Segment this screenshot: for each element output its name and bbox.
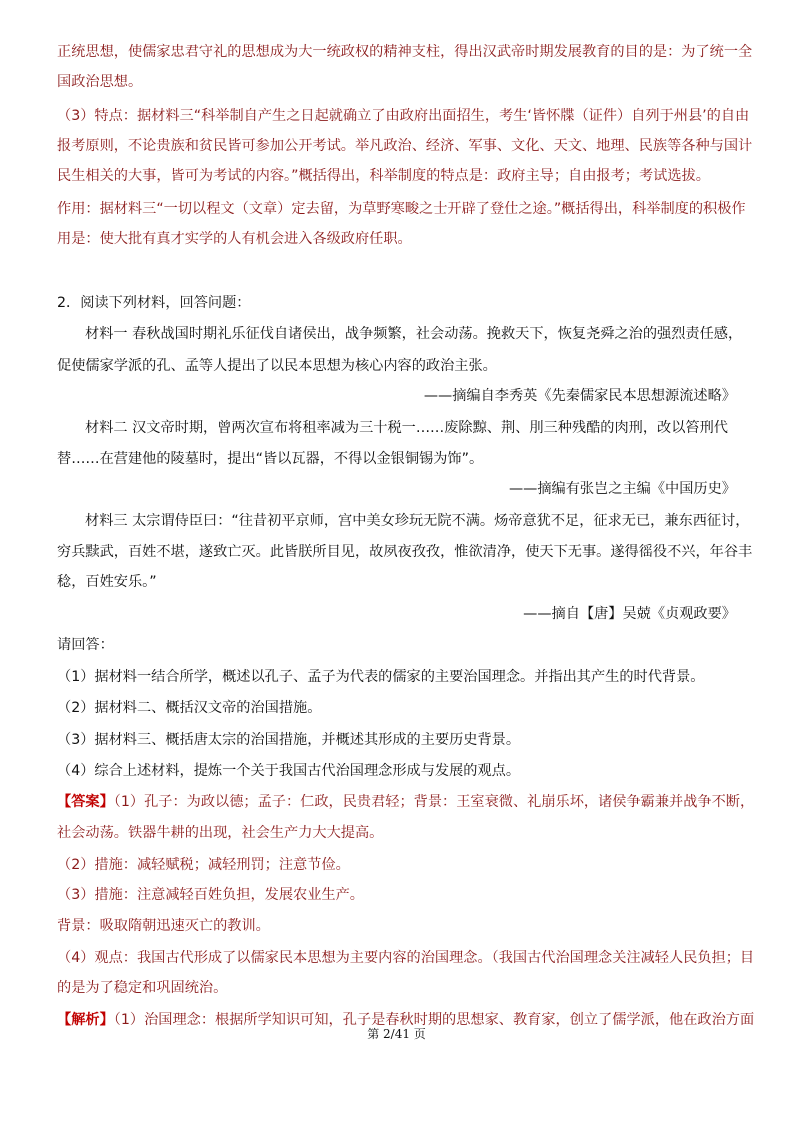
- material-three-line: 材料三 太宗谓侍臣曰：“往昔初平京师，宫中美女珍玩无院不满。炀帝意犹不足，征求无已，兼东西征讨，: [85, 513, 750, 529]
- answer-line: 背景：吸取隋朝迅速灭亡的教训。: [57, 918, 270, 934]
- answer-line: （4）观点：我国古代形成了以儒家民本思想为主要内容的治国理念。（我国古代治国理念关注减轻人民负担；目: [57, 950, 755, 966]
- sub-question: （2）据材料二、概括汉文帝的治国措施。: [57, 700, 322, 716]
- analysis-tag: 【解析】: [57, 1012, 114, 1028]
- answer-tag: 【答案】: [57, 794, 114, 810]
- material-three-line: 穷兵黩武，百姓不堪，遂致亡灭。此皆朕所目见，故夙夜孜孜，惟欲清净，使天下无事。遂得徭役不兴，年谷丰: [57, 544, 753, 560]
- sub-question: （3）据材料三、概括唐太宗的治国措施，并概述其形成的主要历史背景。: [57, 732, 521, 748]
- material-two-source: ——摘编有张岂之主编《中国历史》: [508, 481, 736, 497]
- material-three-source: ——摘自【唐】吴兢《贞观政要》: [523, 606, 736, 622]
- analysis-text: （1）治国理念：根据所学知识可知，孔子是春秋时期的思想家、教育家，创立了儒学派，他在政治方面: [113, 1012, 755, 1028]
- prev-answer-line: 用是：使大批有真才实学的人有机会进入各级政府任职。: [57, 231, 412, 247]
- prev-answer-line: 民生相关的大事，皆可为考试的内容。”概括得出，科举制度的特点是：政府主导；自由报考；考试选拔。: [57, 168, 710, 184]
- sub-question: （1）据材料一结合所学，概述以孔子、孟子为代表的儒家的主要治国理念。并指出其产生的时代背景。: [57, 669, 705, 685]
- question-title: 2．阅读下列材料，回答问题：: [57, 295, 251, 311]
- material-three-line: 稔，百姓安乐。”: [57, 574, 157, 590]
- material-two-line: 替……在营建他的陵墓时，提出“皆以瓦器，不得以金银铜锡为饰”。: [57, 451, 484, 467]
- prev-answer-line: 报考原则，不论贵族和贫民皆可参加公开考试。举凡政治、经济、军事、文化、天文、地理、民族等各种与国计: [57, 138, 753, 154]
- prev-answer-line: （3）特点：据材料三“科举制自产生之日起就确立了由政府出面招生，考生‘皆怀牒（证件）自列于州县’的自由: [57, 108, 750, 124]
- prev-answer-line: 作用：据材料三“一切以程文（文章）定去留，为草野寒畯之士开辟了登仕之途。”概括得出，科举制度的积极作: [57, 201, 746, 217]
- material-two-line: 材料二 汉文帝时期，曾两次宣布将租率减为三十税一……废除黥、荆、刖三种残酷的肉刑，改以笞刑代: [85, 420, 728, 436]
- page-number: 第 2/41 页: [367, 1027, 426, 1041]
- material-one-line: 材料一 春秋战国时期礼乐征伐自诸侯出，战争频繁，社会动荡。挽救天下，恢复尧舜之治的强烈责任感，: [85, 326, 743, 342]
- prev-answer-line: 国政治思想。: [57, 74, 143, 90]
- material-one-line: 促使儒家学派的孔、孟等人提出了以民本思想为核心内容的政治主张。: [57, 358, 497, 374]
- question-prompt: 请回答：: [57, 637, 114, 653]
- answer-line: 的是为了稳定和巩固统治。: [57, 980, 228, 996]
- answer-text: （1）孔子：为政以德；孟子：仁政，民贵君轻；背景：王室衰微、礼崩乐坏，诸侯争霸兼并战争不断，: [113, 794, 755, 810]
- answer-line: （3）措施：注意减轻百姓负担，发展农业生产。: [57, 887, 364, 903]
- sub-question: （4）综合上述材料，提炼一个关于我国古代治国理念形成与发展的观点。: [57, 763, 521, 779]
- prev-answer-line: 正统思想，使儒家忠君守礼的思想成为大一统政权的精神支柱，得出汉武帝时期发展教育的目的是：为了统一全: [57, 44, 753, 60]
- answer-line: [57, 792, 755, 812]
- material-one-source: ——摘编自李秀英《先秦儒家民本思想源流述略》: [423, 388, 736, 404]
- answer-line: （2）措施：减轻赋税；减轻刑罚；注意节俭。: [57, 857, 350, 873]
- answer-line: 社会动荡。铁器牛耕的出现，社会生产力大大提高。: [57, 825, 384, 841]
